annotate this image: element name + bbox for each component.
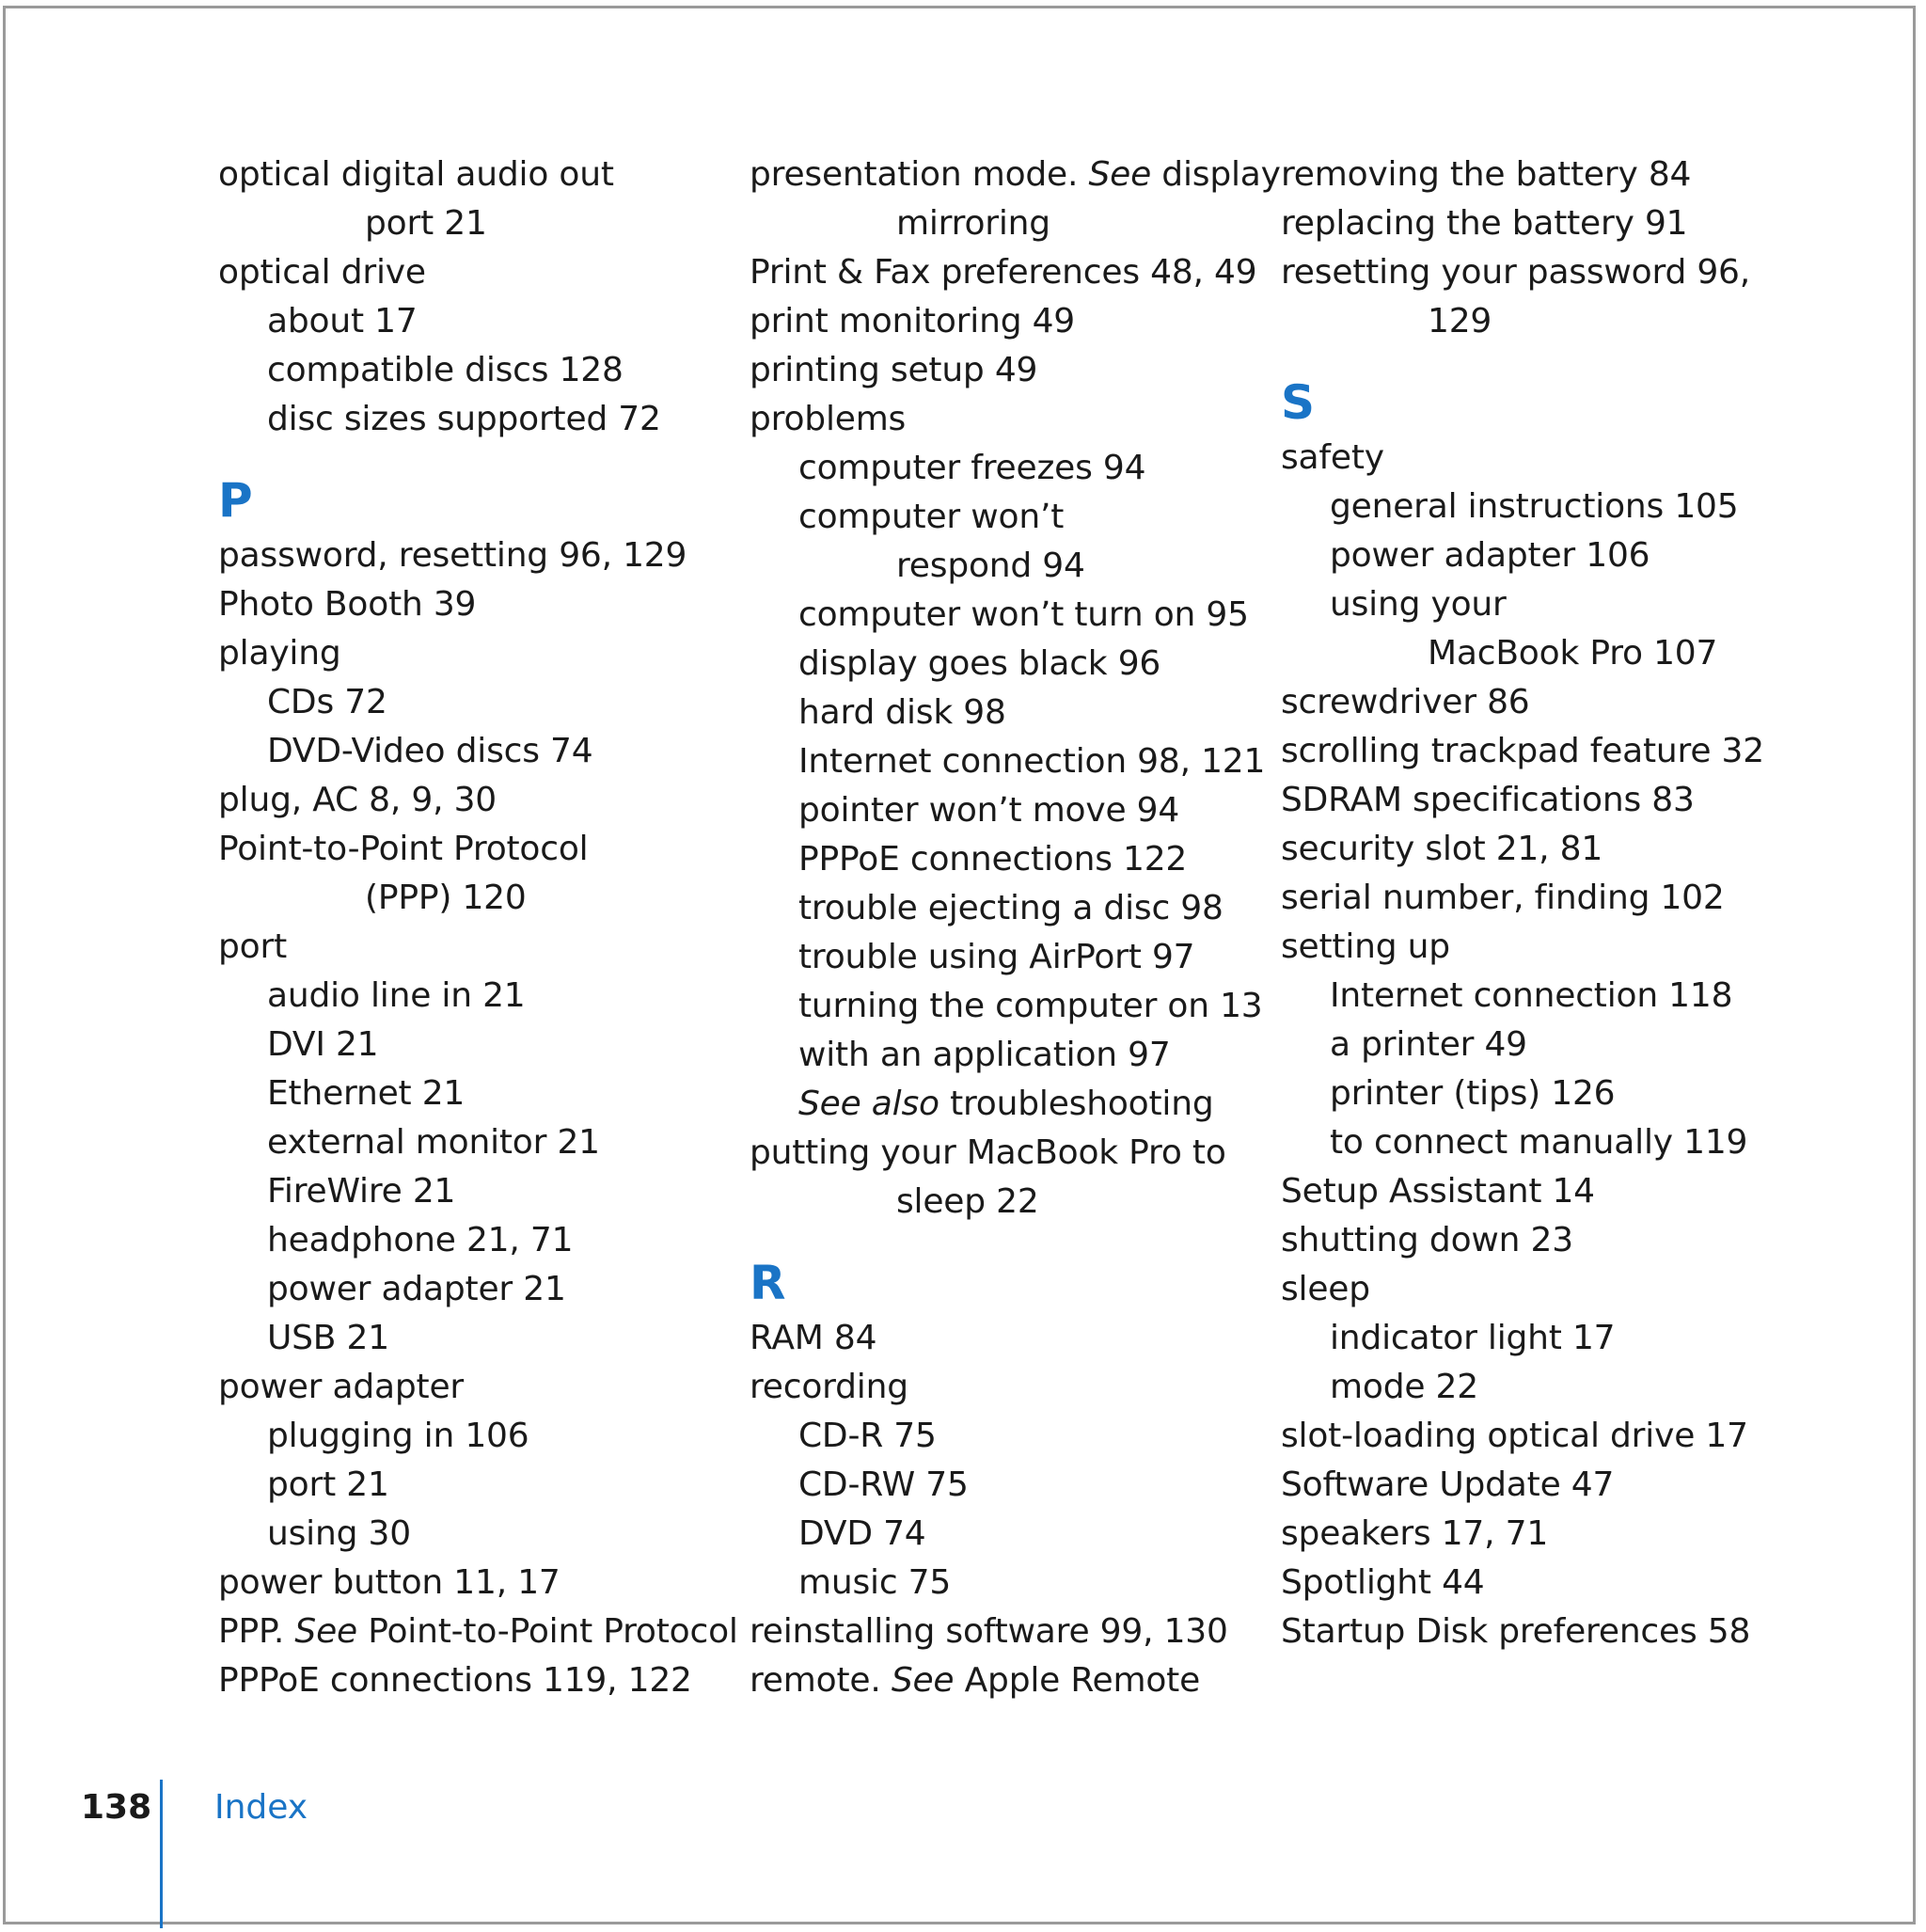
index-subentry: Internet connection 98, 121 [798,742,1266,781]
page-number: 138 [81,1788,152,1827]
entry-text: PPP. [218,1612,295,1651]
index-entry: power adapter [218,1368,465,1406]
section-title: Index [214,1788,308,1827]
section-letter-s: S [1281,375,1315,430]
index-entry-cross-reference [750,150,1281,199]
entry-text: presentation mode. [750,155,1089,194]
index-entry: reinstalling software 99, 130 [750,1612,1228,1651]
index-entry: sleep [1281,1270,1370,1308]
reference-target: Apple Remote [954,1661,1201,1700]
index-subentry: using 30 [267,1514,411,1553]
index-entry: Setup Assistant 14 [1281,1172,1595,1211]
index-subentry: trouble using AirPort 97 [798,938,1195,976]
index-subentry: computer won’t [798,498,1065,536]
index-subentry-cross-reference [750,1080,1257,1129]
index-entry: scrolling trackpad feature 32 [1281,732,1764,770]
index-subentry: headphone 21, 71 [267,1221,574,1259]
index-entry: Startup Disk preferences 58 [1281,1612,1751,1651]
index-entry-continuation: mirroring [896,204,1050,243]
index-subentry: display goes black 96 [798,644,1161,683]
index-entry: setting up [1281,927,1450,966]
index-entry: Photo Booth 39 [218,585,477,624]
index-subentry: turning the computer on 13 [798,987,1263,1025]
index-entry: plug, AC 8, 9, 30 [218,781,497,819]
index-subentry: compatible discs 128 [267,351,624,389]
index-entry: security slot 21, 81 [1281,830,1603,868]
index-subentry: CD-R 75 [798,1417,937,1455]
index-entry-cross-reference [218,1607,738,1656]
index-entry: Point-to-Point Protocol [218,830,589,868]
index-entry: Spotlight 44 [1281,1563,1485,1602]
see-reference: See [891,1661,955,1700]
index-subentry: trouble ejecting a disc 98 [798,889,1223,927]
index-subentry: computer won’t turn on 95 [798,595,1249,634]
index-subentry: hard disk 98 [798,693,1006,732]
footer-divider [160,1780,163,1928]
index-entry: Software Update 47 [1281,1465,1615,1504]
entry-text: remote. [750,1661,892,1700]
index-subentry: plugging in 106 [267,1417,529,1455]
index-subentry: about 17 [267,302,418,340]
index-subentry: printer (tips) 126 [1330,1074,1616,1113]
index-entry: screwdriver 86 [1281,683,1530,721]
index-entry: RAM 84 [750,1319,877,1357]
index-column-2 [750,150,1281,1705]
index-subentry: CD-RW 75 [798,1465,969,1504]
index-subentry: disc sizes supported 72 [267,400,661,438]
index-entry: replacing the battery 91 [1281,204,1688,243]
see-reference: See [1088,155,1152,194]
see-also-reference: See also [798,1085,939,1123]
index-entry: resetting your password 96, [1281,253,1751,292]
index-subentry: pointer won’t move 94 [798,791,1180,830]
index-entry: optical drive [218,253,426,292]
index-entry: speakers 17, 71 [1281,1514,1549,1553]
index-entry-continuation: MacBook Pro 107 [1428,634,1718,673]
index-entry: optical digital audio out [218,155,614,194]
index-column-1 [218,150,738,1705]
index-entry-continuation: 129 [1428,302,1492,340]
index-subentry: a printer 49 [1330,1025,1527,1064]
index-entry-continuation: respond 94 [896,546,1085,585]
index-entry: PPPoE connections 119, 122 [218,1661,692,1700]
index-entry: Print & Fax preferences 48, 49 [750,253,1257,292]
index-subentry: DVD-Video discs 74 [267,732,593,770]
index-entry-continuation: port 21 [365,204,487,243]
index-entry: serial number, finding 102 [1281,879,1725,917]
index-entry-continuation: sleep 22 [896,1182,1039,1221]
index-entry: recording [750,1368,908,1406]
index-entry: shutting down 23 [1281,1221,1573,1259]
index-entry: SDRAM specifications 83 [1281,781,1695,819]
index-entry: removing the battery 84 [1281,155,1692,194]
index-entry-continuation: (PPP) 120 [365,879,527,917]
index-entry: power button 11, 17 [218,1563,560,1602]
index-entry: print monitoring 49 [750,302,1076,340]
index-subentry: Internet connection 118 [1330,976,1733,1015]
index-entry: putting your MacBook Pro to [750,1133,1226,1172]
index-entry: playing [218,634,341,673]
index-subentry: using your [1330,585,1507,624]
index-subentry: audio line in 21 [267,976,526,1015]
index-subentry: CDs 72 [267,683,387,721]
reference-target: Point-to-Point Protocol [356,1612,738,1651]
index-subentry: to connect manually 119 [1330,1123,1748,1162]
section-letter-p: P [218,473,253,528]
index-subentry: PPPoE connections 122 [798,840,1188,879]
index-subentry: power adapter 21 [267,1270,566,1308]
index-subentry: mode 22 [1330,1368,1478,1406]
index-subentry: indicator light 17 [1330,1319,1616,1357]
index-entry: safety [1281,438,1384,477]
index-subentry: port 21 [267,1465,389,1504]
index-subentry: general instructions 105 [1330,487,1739,526]
index-column-3 [1281,150,1808,1656]
index-entry-cross-reference [750,1656,1257,1705]
index-entry: printing setup 49 [750,351,1038,389]
index-subentry: power adapter 106 [1330,536,1650,575]
index-subentry: USB 21 [267,1319,389,1357]
see-reference: See [294,1612,357,1651]
index-entry: slot-loading optical drive 17 [1281,1417,1748,1455]
section-letter-r: R [750,1256,786,1310]
index-subentry: FireWire 21 [267,1172,456,1211]
index-subentry: with an application 97 [798,1036,1171,1074]
index-subentry: computer freezes 94 [798,449,1146,487]
reference-target: display [1151,155,1281,194]
index-entry: password, resetting 96, 129 [218,536,687,575]
index-subentry: DVD 74 [798,1514,926,1553]
index-subentry: DVI 21 [267,1025,379,1064]
index-subentry: Ethernet 21 [267,1074,466,1113]
index-entry: port [218,927,287,966]
index-subentry: music 75 [798,1563,952,1602]
index-subentry: external monitor 21 [267,1123,600,1162]
index-entry: problems [750,400,907,438]
reference-target: troubleshooting [939,1085,1214,1123]
